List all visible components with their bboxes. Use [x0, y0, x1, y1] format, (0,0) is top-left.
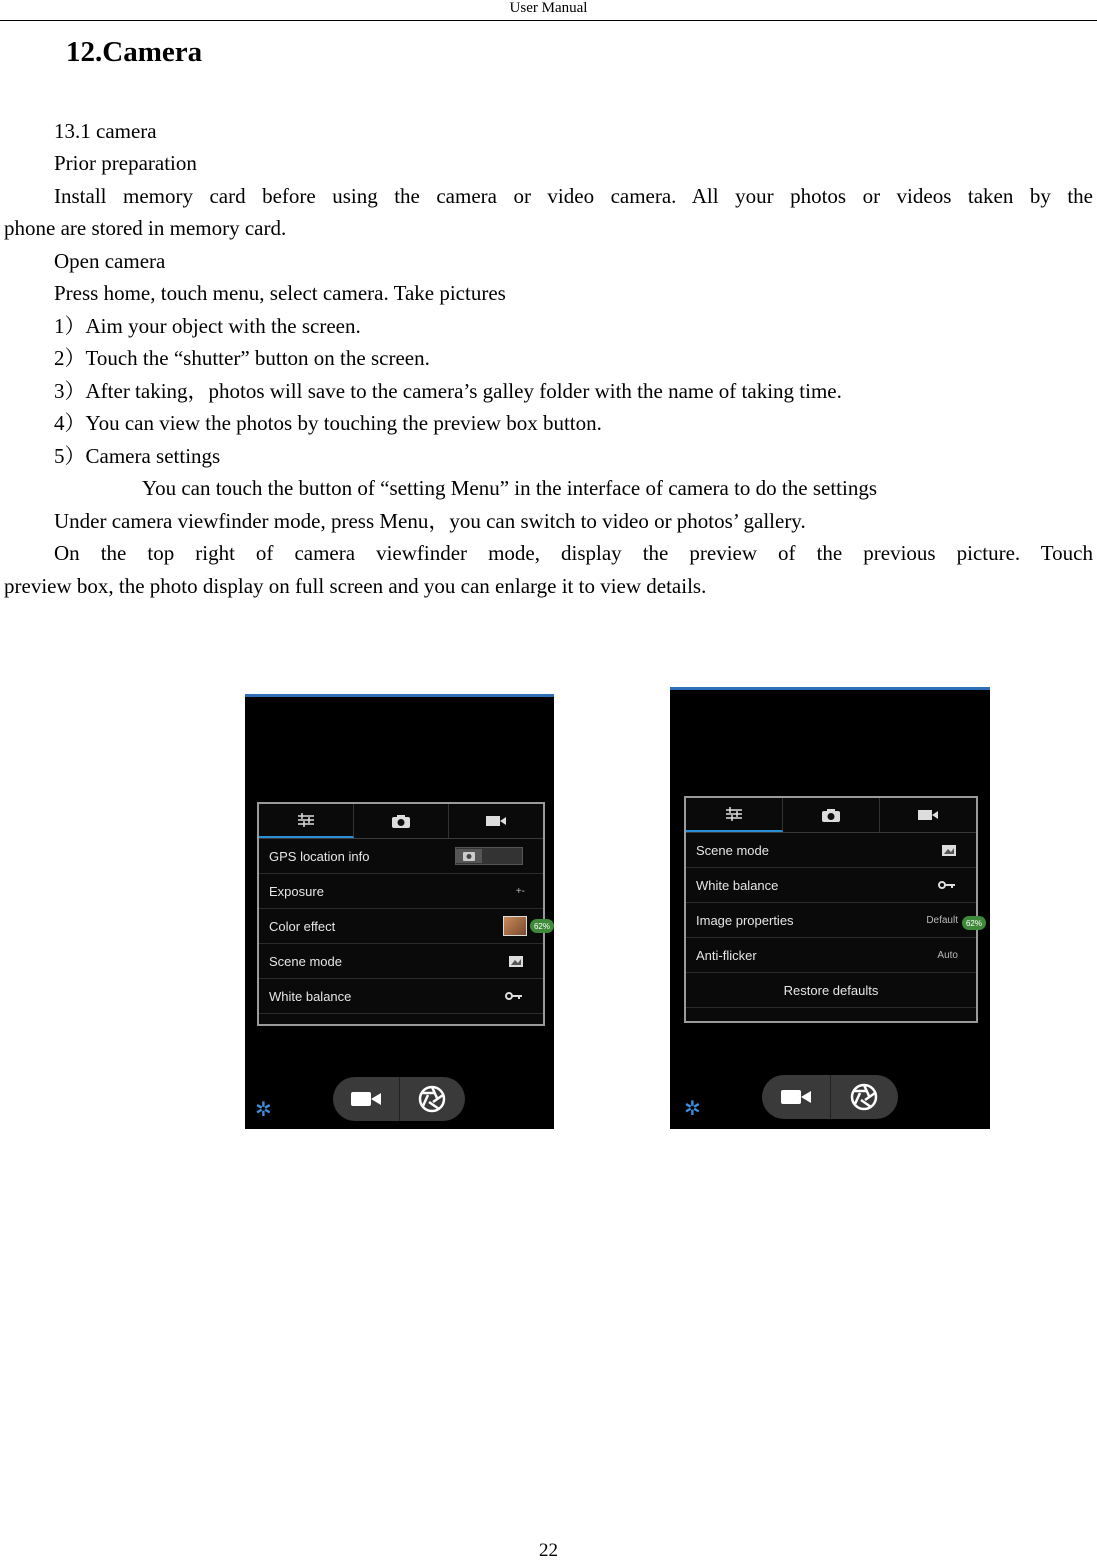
shutter-icon — [850, 1083, 878, 1111]
white-balance-icon — [938, 868, 956, 902]
white-balance-icon — [505, 979, 523, 1013]
step-4: 4）You can view the photos by touching the preview box button. — [54, 411, 602, 435]
battery-badge: 62% — [962, 916, 986, 930]
menu-item-label: Exposure — [269, 883, 324, 899]
camera-icon — [821, 808, 841, 823]
menu-item-scene-mode[interactable] — [259, 944, 543, 979]
tab-video[interactable] — [880, 798, 976, 832]
shutter-button[interactable] — [831, 1075, 899, 1119]
step-5-detail: You can touch the button of “setting Menu” in the interface of camera to do the settings — [142, 476, 877, 500]
tab-camera[interactable] — [354, 804, 449, 838]
color-effect-thumbnail — [503, 909, 527, 943]
tab-camera[interactable] — [783, 798, 880, 832]
tab-settings[interactable] — [259, 804, 354, 838]
under-text: Under camera viewfinder mode, press Menu，you can switch to video or photos’ gallery. — [54, 509, 806, 533]
tab-settings[interactable] — [686, 798, 783, 832]
exposure-value: +- — [515, 885, 525, 897]
menu-item-label: Color effect — [269, 918, 336, 934]
menu-item-image-properties[interactable] — [686, 903, 976, 938]
install-line-2: phone are stored in memory card. — [4, 216, 287, 240]
menu-item-color-effect[interactable] — [259, 909, 543, 944]
section-title: 12.Camera — [66, 36, 203, 68]
step-3: 3）After taking，photos will save to the camera’s galley folder with the name of taking time. — [54, 379, 842, 403]
anti-flicker-value: Auto — [937, 949, 958, 961]
video-icon — [780, 1088, 812, 1106]
menu-tabs — [259, 804, 543, 839]
sliders-icon — [296, 813, 316, 827]
menu-item-label: White balance — [696, 877, 779, 893]
settings-menu — [684, 796, 978, 1023]
shutter-button[interactable] — [400, 1077, 466, 1121]
scene-icon — [509, 944, 523, 978]
video-record-button[interactable] — [762, 1075, 831, 1119]
sliders-icon — [724, 807, 744, 821]
tab-video[interactable] — [449, 804, 543, 838]
video-icon — [485, 815, 507, 827]
menu-item-white-balance[interactable] — [259, 979, 543, 1014]
camera-screenshot-right — [670, 687, 990, 1129]
step-1: 1）Aim your object with the screen. — [54, 314, 361, 338]
status-line — [245, 694, 554, 697]
gear-icon[interactable]: ✲ — [255, 1099, 272, 1121]
ontop-line-2: preview box, the photo display on full screen and you can enlarge it to view details. — [4, 574, 707, 598]
status-line — [670, 687, 990, 690]
image-properties-value: Default — [926, 914, 958, 926]
prior-heading: Prior preparation — [54, 151, 197, 175]
gps-toggle[interactable] — [455, 839, 523, 873]
settings-menu — [257, 802, 545, 1026]
page-number: 22 — [539, 1540, 558, 1561]
menu-item-label: GPS location info — [269, 848, 370, 864]
video-icon — [350, 1090, 382, 1108]
video-record-button[interactable] — [333, 1077, 400, 1121]
menu-item-anti-flicker[interactable] — [686, 938, 976, 973]
camera-screenshot-left — [245, 694, 554, 1129]
step-5: 5）Camera settings — [54, 444, 221, 468]
menu-item-label: White balance — [269, 988, 352, 1004]
menu-item-white-balance[interactable] — [686, 868, 976, 903]
menu-item-label: Image properties — [696, 912, 794, 928]
capture-controls — [333, 1077, 465, 1121]
open-heading: Open camera — [54, 249, 166, 273]
menu-item-exposure[interactable] — [259, 874, 543, 909]
ontop-line-1: On the top right of camera viewfinder mode, display the preview of the previous picture. Touch — [54, 541, 1093, 565]
press-text: Press home, touch menu, select camera. Take pictures — [54, 281, 506, 305]
subsection-title: 13.1 camera — [54, 119, 157, 143]
menu-item-label: Scene mode — [269, 953, 342, 969]
camera-icon — [391, 814, 411, 829]
video-icon — [917, 809, 939, 821]
gear-icon[interactable]: ✲ — [684, 1098, 701, 1120]
menu-item-label: Anti-flicker — [696, 947, 757, 963]
camera-icon — [463, 851, 475, 861]
battery-badge: 62% — [530, 919, 554, 933]
restore-defaults-button[interactable]: Restore defaults — [686, 973, 976, 1008]
shutter-icon — [418, 1085, 446, 1113]
step-2: 2）Touch the “shutter” button on the screen. — [54, 346, 430, 370]
menu-item-gps[interactable] — [259, 839, 543, 874]
menu-item-scene-mode[interactable] — [686, 833, 976, 868]
scene-icon — [942, 833, 956, 867]
capture-controls — [762, 1075, 898, 1119]
install-line-1: Install memory card before using the camera or video camera. All your photos or videos taken by the — [54, 184, 1093, 208]
menu-tabs — [686, 798, 976, 833]
page-header: User Manual — [0, 0, 1097, 21]
menu-item-label: Scene mode — [696, 842, 769, 858]
